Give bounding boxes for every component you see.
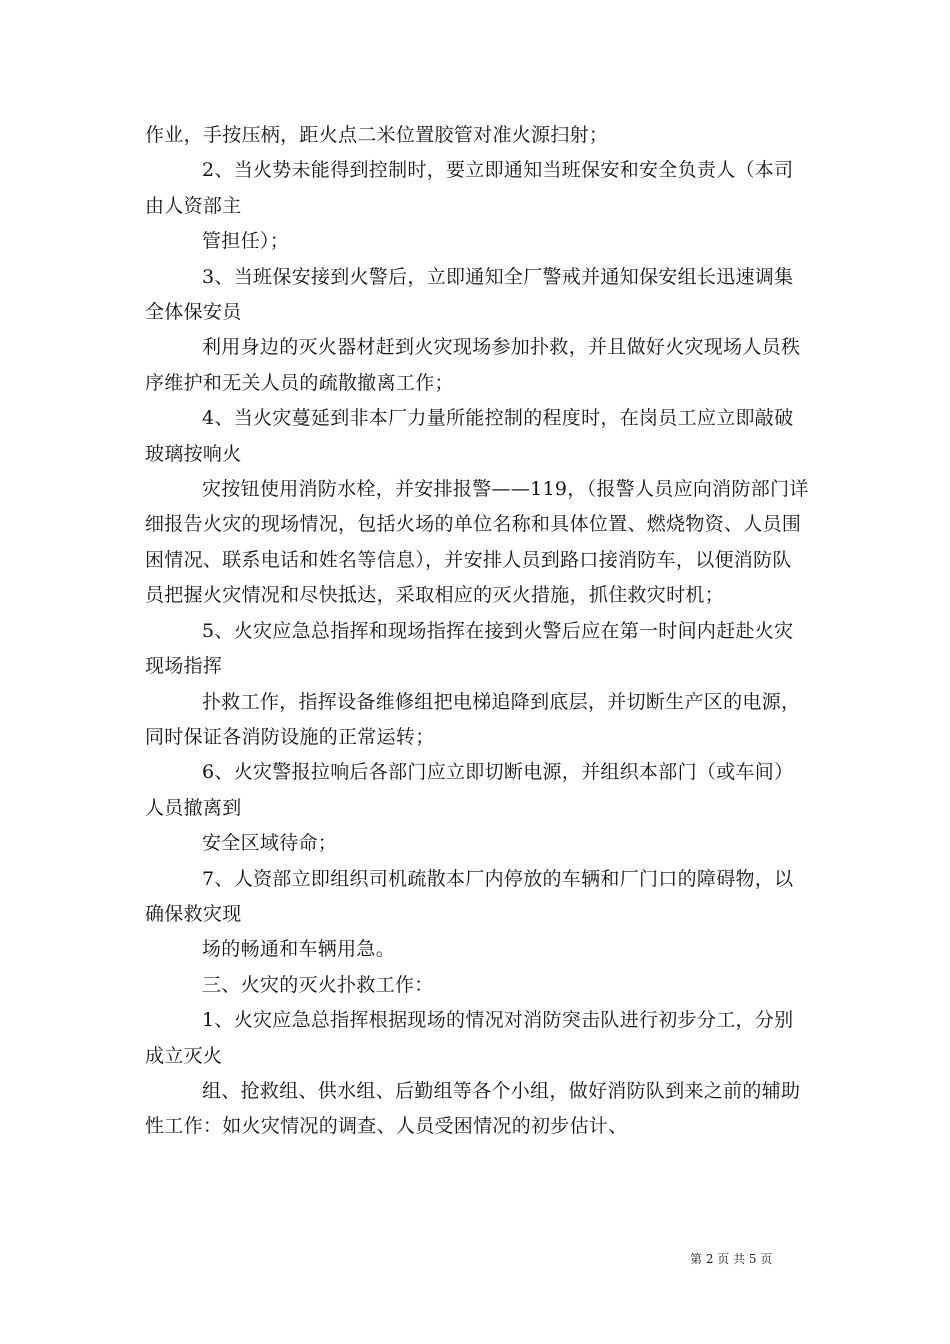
paragraph-15: 1、火灾应急总指挥根据现场的情况对消防突击队进行初步分工，分别成立灭火 [145, 1009, 794, 1067]
paragraph-4: 3、当班保安接到火警后，立即通知全厂警戒并通知保安组长迅速调集全体保安员 [145, 265, 794, 324]
paragraph-12: 7、人资部立即组织司机疏散本厂内停放的车辆和厂门口的障碍物，以确保救灾现 [145, 867, 794, 925]
paragraph-8: 5、火灾应急总指挥和现场指挥在接到火警后应在第一时间内赶赴火灾现场指挥 [145, 619, 794, 678]
section-heading-3: 三、火灾的灭火扑救工作： [202, 973, 434, 996]
paragraph-5: 利用身边的灭火器材赶到火灾现场参加扑救，并且做好火灾现场人员秩序维护和无关人员的疏散撤离工作； [145, 336, 801, 394]
document-body [145, 118, 810, 1145]
paragraph-11: 安全区域待命； [202, 832, 338, 855]
paragraph-9: 扑救工作，指挥设备维修组把电梯追降到底层，并切断生产区的电源，同时保证各消防设施的正常运转； [145, 690, 801, 748]
paragraph-13: 场的畅通和车辆用急。 [202, 938, 396, 961]
paragraph-1: 作业，手按压柄，距火点二米位置胶管对准火源扫射； [145, 124, 609, 146]
paragraph-10: 6、火灾警报拉响后各部门应立即切断电源，并组织本部门（或车间）人员撤离到 [145, 761, 794, 819]
paragraph-6: 4、当火灾蔓延到非本厂力量所能控制的程度时，在岗员工应立即敲破玻璃按响火 [145, 407, 794, 465]
page-number-footer: 第 2 页 共 5 页 [690, 1252, 773, 1266]
paragraph-3: 管担任）； [202, 230, 290, 253]
paragraph-16: 组、抢救组、供水组、后勤组等各个小组，做好消防队到来之前的辅助性工作：如火灾情况的调查、人员受困情况的初步估计、 [145, 1079, 801, 1138]
paragraph-2: 2、当火势未能得到控制时，要立即通知当班保安和安全负责人（本司由人资部主 [145, 159, 794, 217]
paragraph-7: 灾按钮使用消防水栓，并安排报警——119，（报警人员应向消防部门详细报告火灾的现场情况，包括火场的单位名称和具体位置、燃烧物资、人员围困情况、联系电话和姓名等信息），并安排人员到路口接消防车，以便消防队员把握火灾情况和尽快抵达，采取相应的灭火措施，抓住救灾时机； [145, 478, 809, 607]
